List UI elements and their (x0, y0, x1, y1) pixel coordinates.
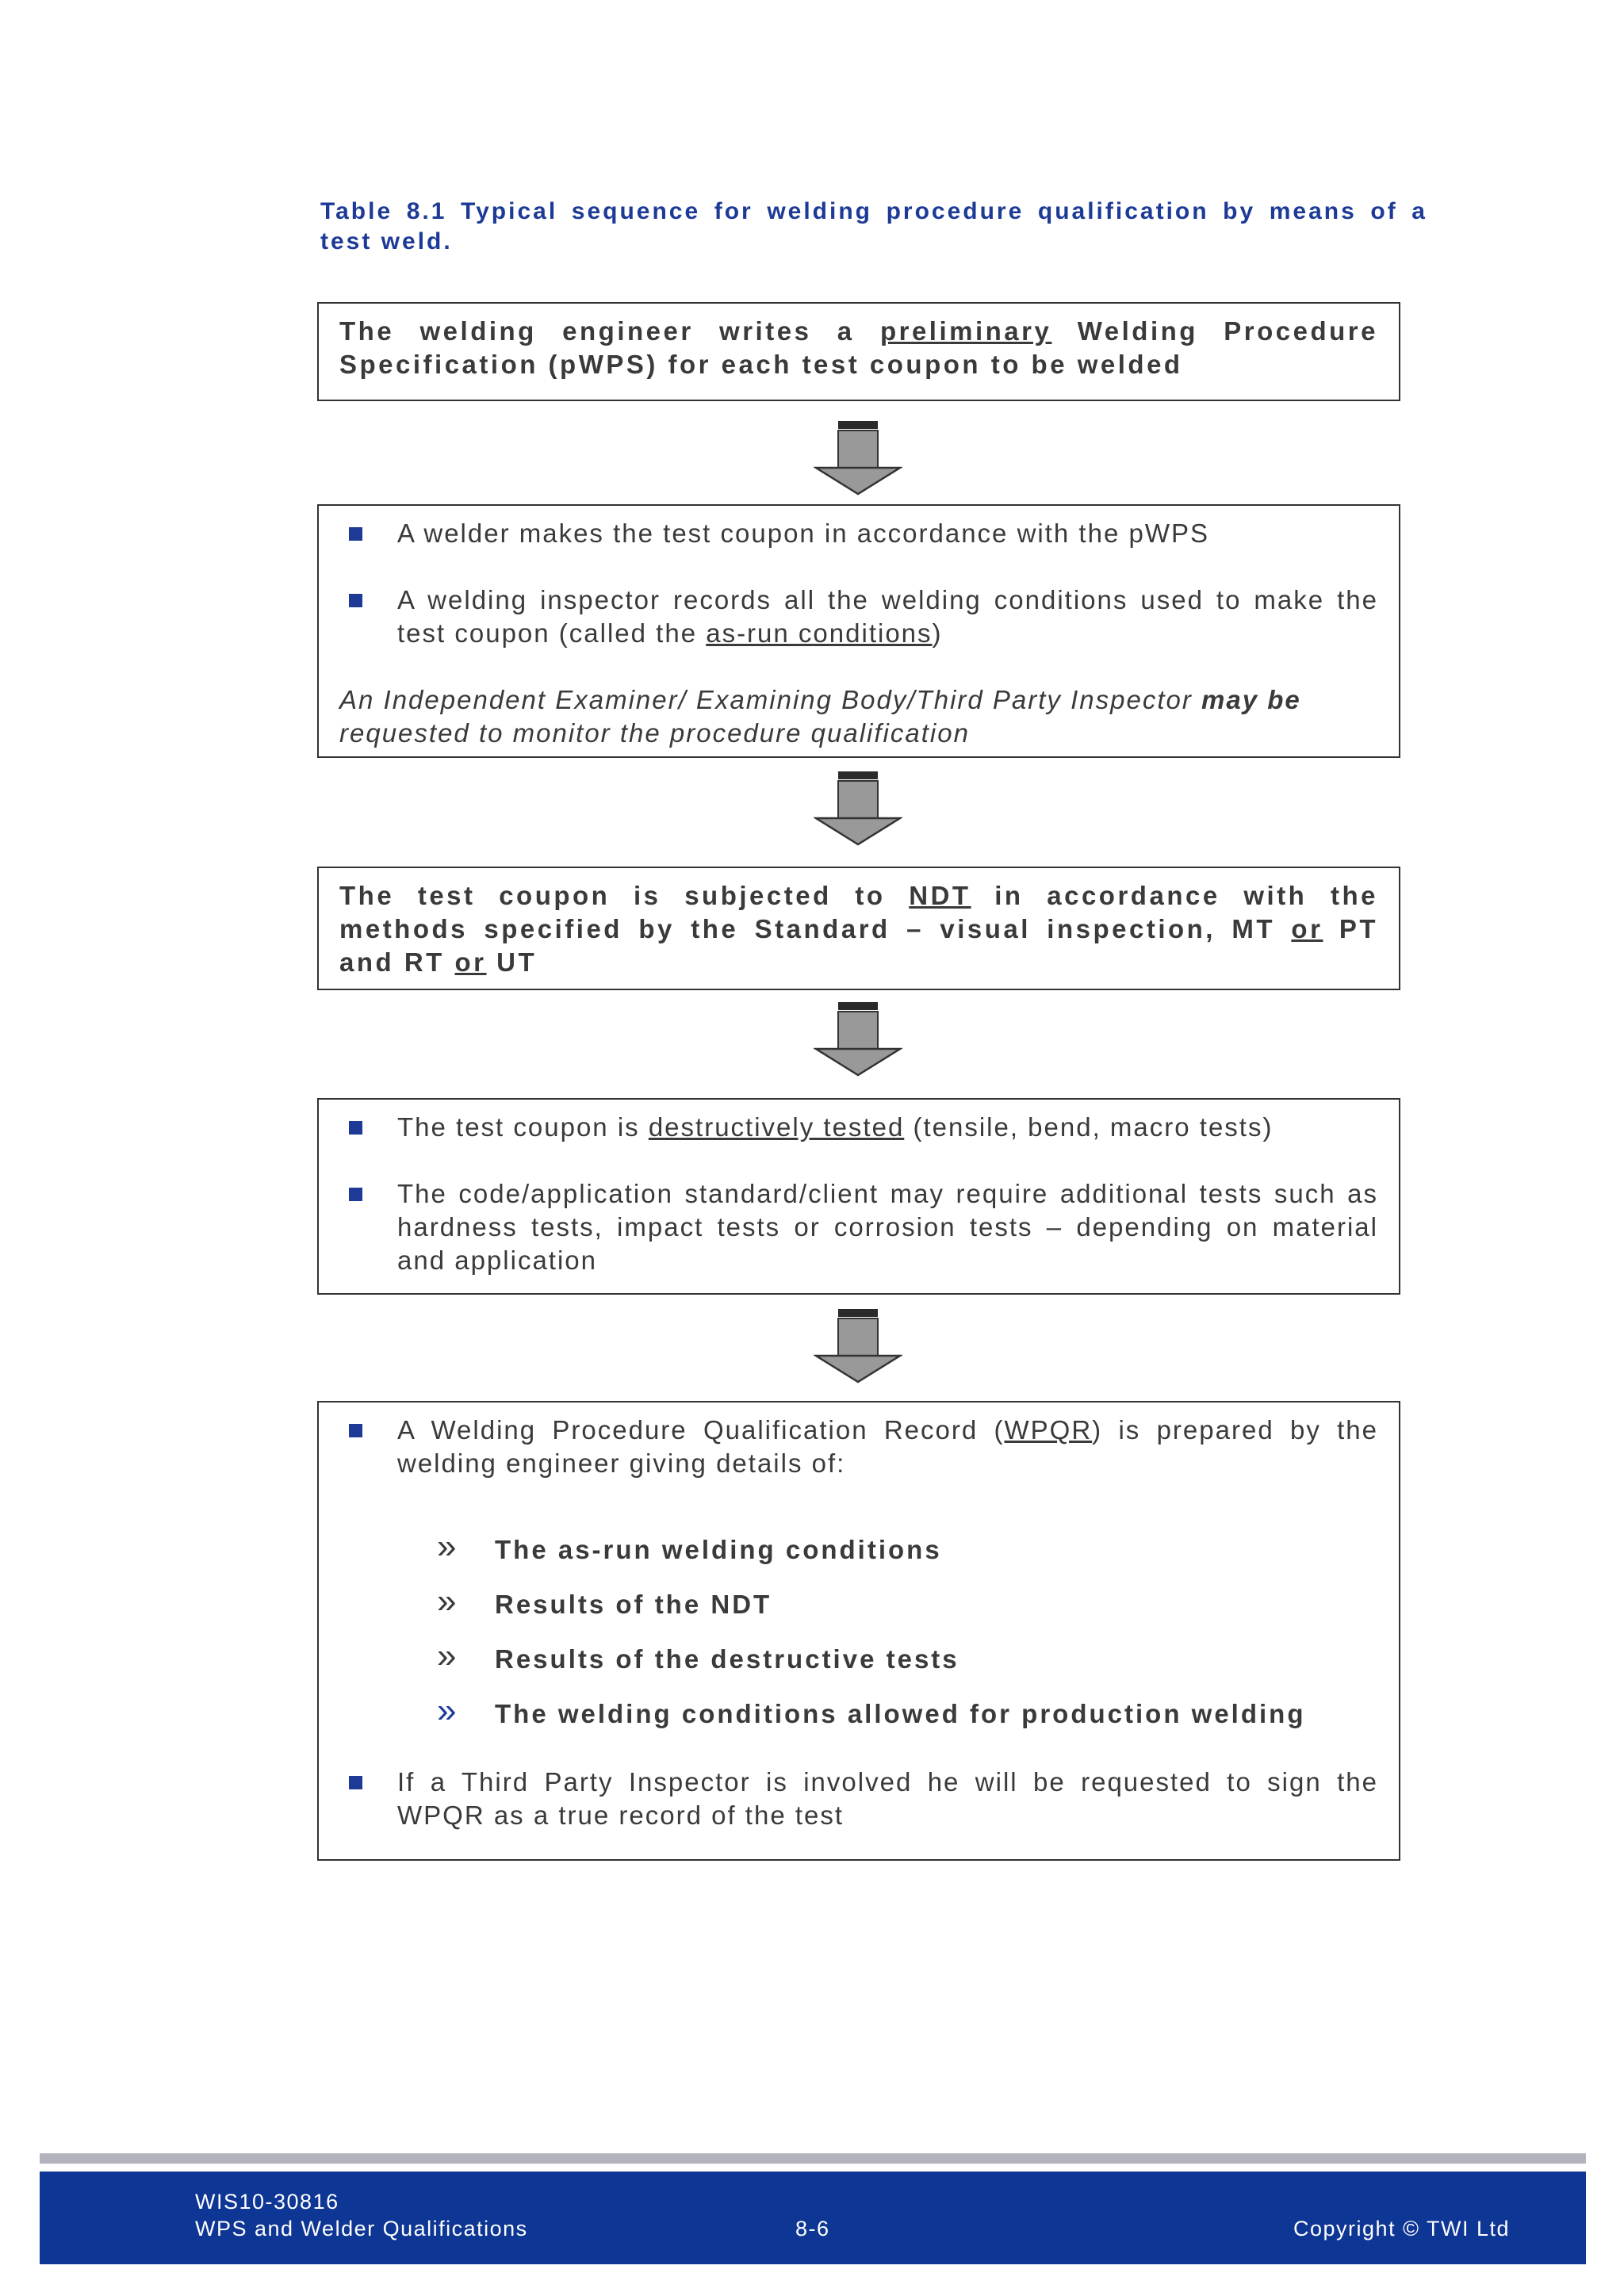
preliminary-underlined: preliminary (879, 316, 1052, 346)
down-arrow-icon (814, 1000, 902, 1077)
bullet-square-icon (349, 1121, 362, 1135)
step-box-preliminary-wps (317, 302, 1400, 401)
ndt-underlined: NDT (909, 881, 971, 910)
step-box-test-coupon-welding (317, 504, 1400, 758)
as-run-underlined: as-run conditions (706, 618, 933, 648)
chevron-right-icon: » (437, 1527, 457, 1566)
page-footer (40, 2172, 1586, 2264)
step1-text: The welding engineer writes a preliminary Welding Procedure Specification (pWPS) for each test coupon to be welded (339, 316, 1378, 379)
step-box-destructive-testing (317, 1098, 1400, 1295)
footer-doc-number: WIS10-30816 (195, 2190, 339, 2214)
list-item: The code/application standard/client may require additional tests such as hardness tests, impact tests or corrosion tests – depending on material and application (339, 1177, 1378, 1277)
wpqr-detail-item: » The welding conditions allowed for production welding (437, 1691, 1306, 1730)
footer-divider (40, 2153, 1586, 2164)
bullet-square-icon (349, 1776, 362, 1789)
list-item: A Welding Procedure Qualification Record (WPQR) is prepared by the welding engineer giving details of: (339, 1414, 1378, 1480)
step3-text: The test coupon is subjected to NDT in accordance with the methods specified by the Standard – visual inspection, MT or PT and RT or UT (339, 881, 1379, 977)
footer-page-number: 8-6 (795, 2217, 830, 2241)
bullet-square-icon (349, 1424, 362, 1437)
chevron-right-icon: » (437, 1582, 457, 1621)
list-item: A welder makes the test coupon in accordance with the pWPS (339, 517, 1378, 550)
table-title: Table 8.1 Typical sequence for welding procedure qualification by means of a test weld. (320, 198, 1427, 254)
bullet-square-icon (349, 527, 362, 541)
examiner-note: An Independent Examiner/ Examining Body/Third Party Inspector may be requested to monitor the procedure qualification (339, 685, 1301, 748)
step-box-wpqr (317, 1401, 1400, 1861)
chevron-right-icon: » (437, 1691, 457, 1730)
down-arrow-icon (814, 419, 902, 496)
list-item: If a Third Party Inspector is involved he will be requested to sign the WPQR as a true record of the test (339, 1766, 1378, 1832)
bullet-square-icon (349, 594, 362, 607)
wpqr-detail-item: » Results of the NDT (437, 1582, 772, 1621)
down-arrow-icon (814, 769, 902, 847)
wpqr-detail-item: » Results of the destructive tests (437, 1636, 959, 1675)
destructively-tested-underlined: destructively tested (648, 1112, 905, 1142)
wpqr-detail-item: » The as-run welding conditions (437, 1527, 942, 1566)
bullet-square-icon (349, 1188, 362, 1201)
chevron-right-icon: » (437, 1636, 457, 1675)
footer-copyright: Copyright © TWI Ltd (1293, 2217, 1510, 2241)
list-item: A welding inspector records all the welding conditions used to make the test coupon (called the as-run conditions) (339, 584, 1378, 650)
footer-doc-title: WPS and Welder Qualifications (195, 2217, 528, 2241)
down-arrow-icon (814, 1307, 902, 1384)
step-box-ndt (317, 867, 1400, 990)
wpqr-underlined: WPQR (1004, 1415, 1093, 1445)
list-item: The test coupon is destructively tested (tensile, bend, macro tests) (339, 1111, 1378, 1144)
